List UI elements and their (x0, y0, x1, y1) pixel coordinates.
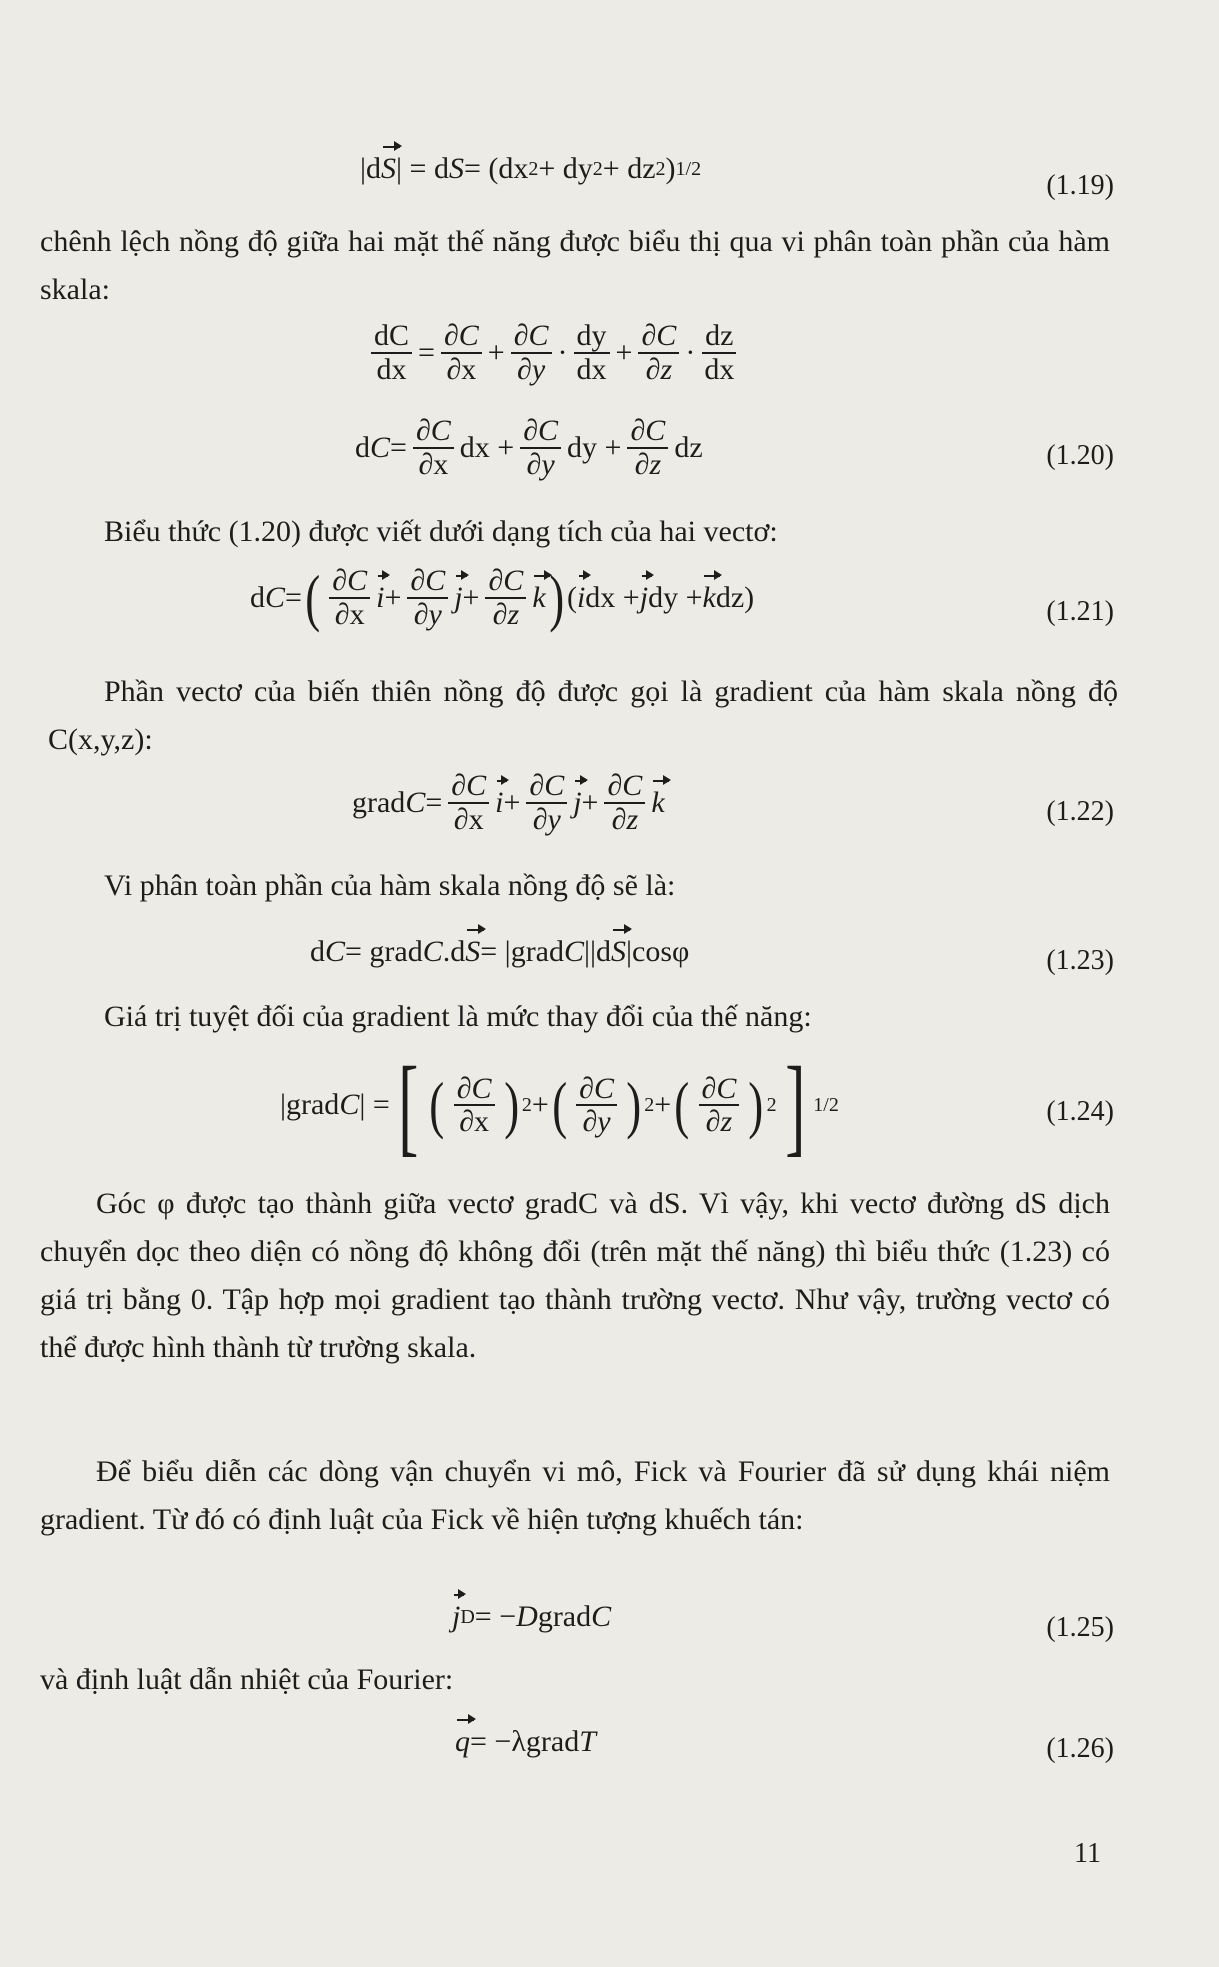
paragraph: Vi phân toàn phần của hàm skala nồng độ sẽ là: (104, 869, 676, 902)
paragraph: chênh lệch nồng độ giữa hai mặt thế năng được biểu thị qua vi phân toàn phần của hàm skala: (40, 225, 1110, 306)
equation-1-22: grad C = $\frac{\partial C}{\partial x}$ i + $\frac{\partial C}{\partial y}$ j + $\frac{\partial C}{\partial z}$ k (352, 769, 665, 836)
page-number: 11 (1074, 1838, 1101, 1869)
equation-number: (1.25) (1046, 1612, 1114, 1643)
equation-number: (1.23) (1046, 945, 1114, 976)
equation-number: (1.24) (1046, 1096, 1114, 1127)
paragraph: Phần vectơ của biến thiên nồng độ được gọi là gradient của hàm skala nồng độ C(x,y,z): (48, 675, 1118, 756)
equation-1-26: q = −λgrad T (455, 1725, 596, 1758)
equation-1-25: j D = − D grad C (452, 1600, 612, 1633)
paragraph: và định luật dẫn nhiệt của Fourier: (40, 1663, 454, 1696)
equation-1-23: d C = grad C .d S = |grad C ||d S |cosφ (310, 935, 690, 968)
paragraph: Biểu thức (1.20) được viết dưới dạng tích của hai vectơ: (104, 515, 778, 548)
equation-dcdx: $\frac{dC}{dx}$ = $\frac{\partial C}{\partial x}$ + $\frac{\partial C}{\partial y}$ · $\frac{dy}{dx}$ + $\frac{\partial C}{\partial z}$ · $\frac{dz}{dx}$ (365, 320, 743, 385)
paragraph: Giá trị tuyệt đối của gradient là mức thay đổi của thế năng: (104, 1000, 812, 1033)
equation-number: (1.19) (1046, 170, 1114, 201)
equation-1-24: |grad C | = [ ( $\frac{\partial C}{\partial x}$ ) 2 + ( $\frac{\partial C}{\partial y}$ ) 2 + ( $\frac{\partial C}{\partial z}$ ) 2 ] 1/2 (280, 1044, 839, 1166)
equation-1-20: d C = $\frac{\partial C}{\partial x}$ dx + $\frac{\partial C}{\partial y}$ dy + $\frac{\partial C}{\partial z}$ dz (355, 414, 703, 481)
equation-1-19: |d S | = d S = (dx 2 + dy 2 + dz 2 ) 1/2 (360, 152, 702, 185)
equation-number: (1.20) (1046, 440, 1114, 471)
paragraph: Để biểu diễn các dòng vận chuyển vi mô, Fick và Fourier đã sử dụng khái niệm gradient. Từ đó có định luật của Fick về hiện tượng khuếch tán: (40, 1455, 1110, 1536)
equation-number: (1.21) (1046, 596, 1114, 627)
equation-number: (1.26) (1046, 1733, 1114, 1764)
paragraph: Góc φ được tạo thành giữa vectơ gradC và dS. Vì vậy, khi vectơ đường dS dịch chuyển dọc theo diện có nồng độ không đổi (trên mặt thế năng) thì biểu thức (1.23) có giá trị bằng 0. Tập hợp mọi gradient tạo thành trường vectơ. Như vậy, trường vectơ có thể được hình thành từ trường skala. (40, 1187, 1110, 1364)
equation-number: (1.22) (1046, 796, 1114, 827)
equation-1-21: d C = ( $\frac{\partial C}{\partial x}$ i + $\frac{\partial C}{\partial y}$ j + $\frac{\partial C}{\partial z}$ k ) ( i dx + j dy + k dz) (250, 561, 755, 633)
